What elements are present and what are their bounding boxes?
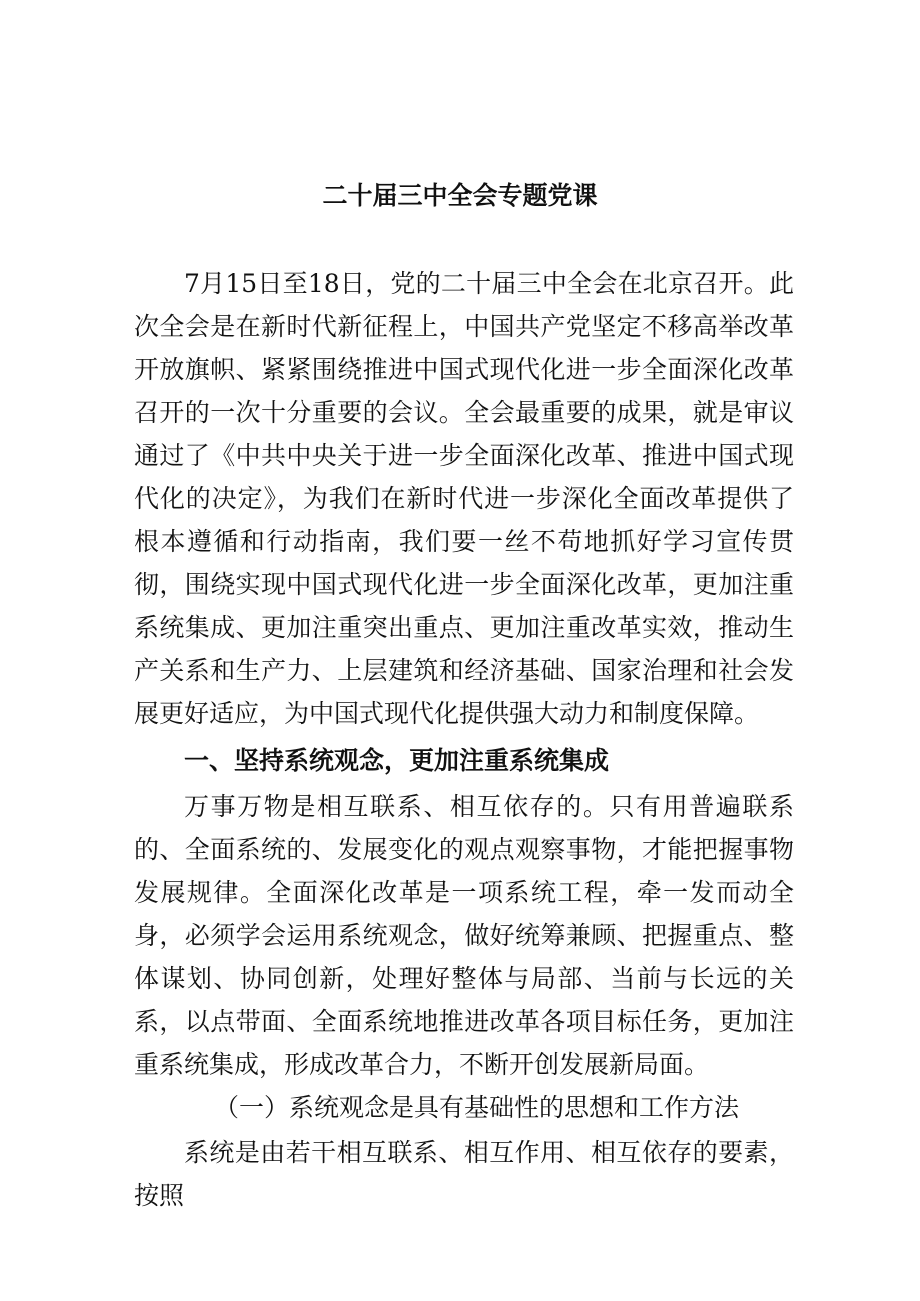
paragraph-text: 万事万物是相互联系、相互依存的。只有用普遍联系的、全面系统的、发展变化的观点观察事物，才能把握事物发展规律。全面深化改革是一项系统工程，牵一发而动全身，必须学会运用系统观念，做好统筹兼顾、把握重点、整体谋划、协同创新，处理好整体与局部、当前与长远的关系，以点带面、全面系统地推进改革各项目标任务，更加注重系统集成，形成改革合力，不断开创发展新局面。 [134,792,794,1079]
paragraph-text: 系统是由若干相互联系、相互作用、相互依存的要素，按照 [134,1138,794,1210]
paragraph-system-definition [134,1131,794,1217]
paragraph-intro [134,262,794,735]
document-title: 二十届三中全会专题党课 [322,181,598,210]
subsection-heading-1: （一）系统观念是具有基础性的思想和工作方法 [214,1093,740,1122]
paragraph-text: 7月15日至18日，党的二十届三中全会在北京召开。此次全会是在新时代新征程上，中国共产党坚定不移高举改革开放旗帜、紧紧围绕推进中国式现代化进一步全面深化改革召开的一次十分重要的会议。全会最重要的成果，就是审议通过了《中共中央关于进一步全面深化改革、推进中国式现代化的决定》，为我们在新时代进一步深化全面改革提供了根本遵循和行动指南，我们要一丝不苟地抓好学习宣传贯彻，围绕实现中国式现代化进一步全面深化改革，更加注重系统集成、更加注重突出重点、更加注重改革实效，推动生产关系和生产力、上层建筑和经济基础、国家治理和社会发展更好适应，为中国式现代化提供强大动力和制度保障。 [134,269,794,728]
section-heading-1: 一、坚持系统观念，更加注重系统集成 [184,746,610,775]
paragraph-system-view [134,785,794,1086]
